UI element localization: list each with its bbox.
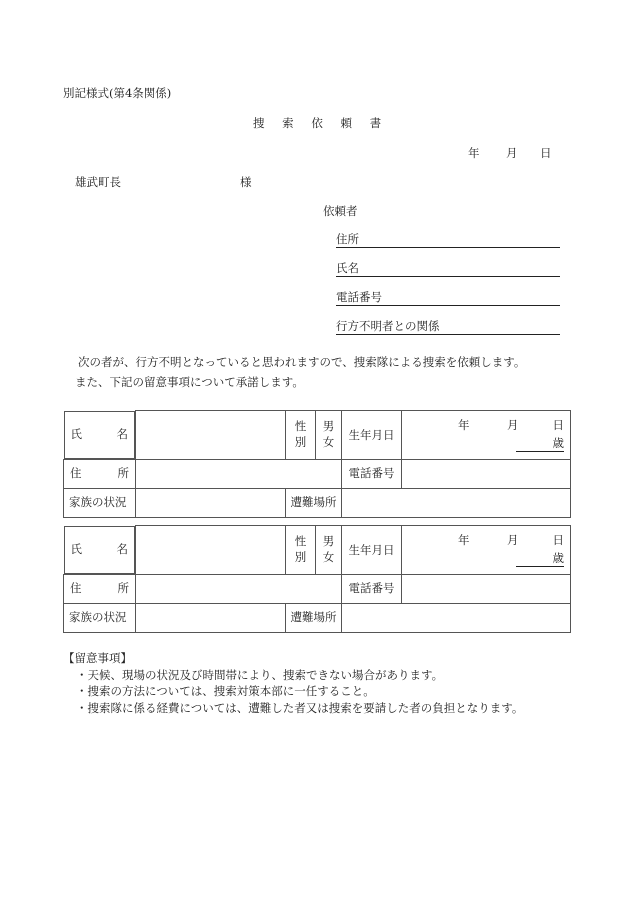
age-field[interactable]: 歳 bbox=[516, 551, 564, 566]
birthdate-input[interactable] bbox=[402, 526, 571, 575]
addressee-honorific: 様 bbox=[240, 175, 252, 189]
birthdate-input[interactable] bbox=[402, 411, 571, 460]
field-label: 住所 bbox=[336, 232, 359, 246]
title-char: 書 bbox=[369, 116, 382, 130]
birth-year-label: 年 bbox=[458, 532, 470, 547]
requester-relation-field[interactable] bbox=[336, 321, 560, 335]
phone-input[interactable] bbox=[402, 574, 571, 603]
note-item: ・天候、現場の状況及び時間帯により、捜索できない場合があります。 bbox=[76, 667, 444, 682]
title-char: 依 bbox=[311, 116, 323, 130]
family-input[interactable] bbox=[136, 488, 286, 517]
name-input[interactable] bbox=[136, 526, 286, 575]
body-text-line: 次の者が、行方不明となっていると思われますので、捜索隊による捜索を依頼します。 bbox=[78, 355, 526, 369]
date-month: 月 bbox=[506, 146, 518, 160]
body-text-line: また、下記の留意事項について承諾します。 bbox=[75, 375, 304, 389]
sex-options[interactable] bbox=[316, 526, 342, 575]
note-item: ・捜索の方法については、捜索対策本部に一任すること。 bbox=[76, 684, 375, 699]
name-label: 氏 名 bbox=[64, 526, 136, 574]
family-label: 家族の状況 bbox=[64, 603, 136, 632]
location-label: 遭難場所 bbox=[286, 603, 342, 632]
birth-year-label: 年 bbox=[458, 417, 470, 432]
date-year: 年 bbox=[468, 146, 480, 160]
birthdate-label: 生年月日 bbox=[342, 526, 402, 575]
address-label: 住 所 bbox=[64, 574, 136, 603]
field-label: 電話番号 bbox=[336, 290, 382, 304]
birth-month-label: 月 bbox=[507, 532, 519, 547]
sex-label: 性 別 bbox=[286, 411, 316, 460]
notes-heading: 【留意事項】 bbox=[63, 651, 132, 665]
phone-input[interactable] bbox=[402, 459, 571, 488]
requester-name-field[interactable] bbox=[336, 263, 560, 277]
field-label: 行方不明者との関係 bbox=[336, 319, 440, 333]
field-label: 氏名 bbox=[336, 261, 359, 275]
notes-section bbox=[63, 650, 524, 717]
title-char: 索 bbox=[282, 116, 294, 130]
phone-label: 電話番号 bbox=[342, 459, 402, 488]
address-input[interactable] bbox=[136, 459, 342, 488]
document-title bbox=[253, 118, 395, 130]
address-input[interactable] bbox=[136, 574, 342, 603]
family-label: 家族の状況 bbox=[64, 488, 136, 517]
sex-label: 性 別 bbox=[286, 526, 316, 575]
sex-option-female[interactable]: 女 bbox=[322, 434, 335, 449]
addressee-name: 雄武町長 bbox=[75, 175, 121, 189]
form-label: 別記様式(第4条関係) bbox=[63, 86, 172, 100]
sex-option-male[interactable]: 男 bbox=[322, 419, 335, 434]
address-label: 住 所 bbox=[64, 459, 136, 488]
requester-address-field[interactable] bbox=[336, 234, 560, 248]
location-input[interactable] bbox=[342, 603, 571, 632]
title-char: 捜 bbox=[253, 116, 265, 130]
birth-month-label: 月 bbox=[507, 417, 519, 432]
location-label: 遭難場所 bbox=[286, 488, 342, 517]
birthdate-label: 生年月日 bbox=[342, 411, 402, 460]
family-input[interactable] bbox=[136, 603, 286, 632]
birth-day-label: 日 bbox=[552, 532, 564, 547]
phone-label: 電話番号 bbox=[342, 574, 402, 603]
sex-option-female[interactable]: 女 bbox=[322, 549, 335, 564]
date-day: 日 bbox=[540, 146, 552, 160]
missing-person-table bbox=[63, 410, 571, 518]
name-input[interactable] bbox=[136, 411, 286, 460]
location-input[interactable] bbox=[342, 488, 571, 517]
sex-option-male[interactable]: 男 bbox=[322, 534, 335, 549]
missing-person-table bbox=[63, 525, 571, 633]
sex-options[interactable] bbox=[316, 411, 342, 460]
age-field[interactable]: 歳 bbox=[516, 436, 564, 451]
requester-heading: 依頼者 bbox=[323, 204, 358, 218]
requester-phone-field[interactable] bbox=[336, 292, 560, 306]
note-item: ・捜索隊に係る経費については、遭難した者又は捜索を要請した者の負担となります。 bbox=[76, 701, 524, 716]
name-label: 氏 名 bbox=[64, 411, 136, 459]
title-char: 頼 bbox=[340, 116, 352, 130]
birth-day-label: 日 bbox=[552, 417, 564, 432]
